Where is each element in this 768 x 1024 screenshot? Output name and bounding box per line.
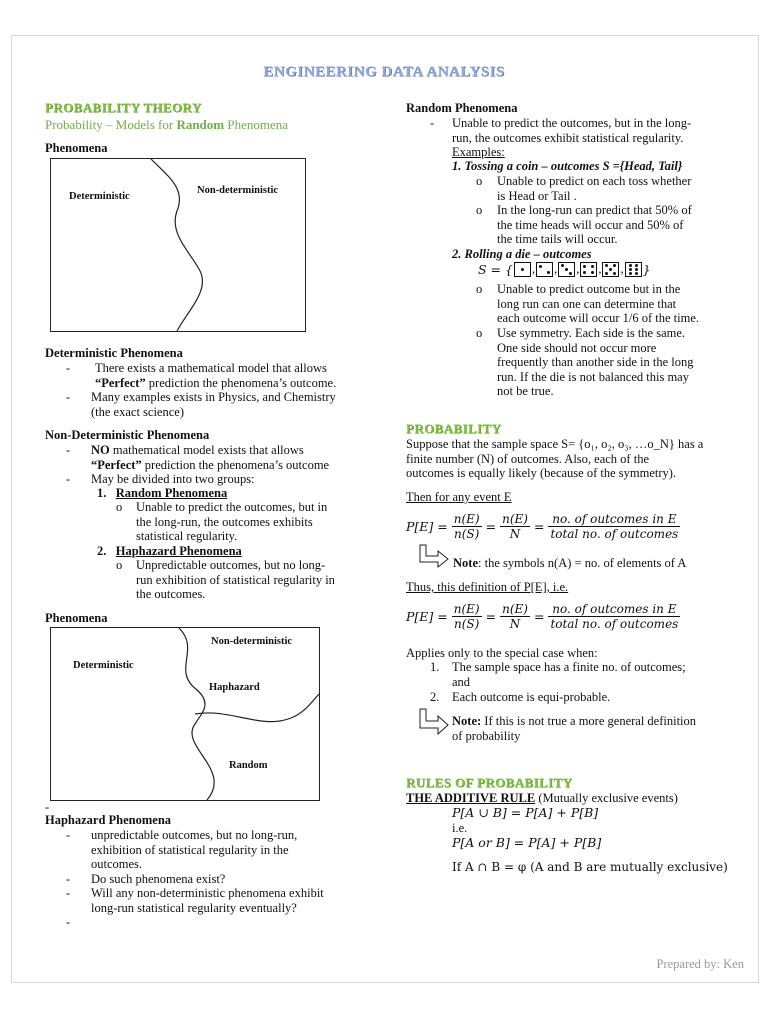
group-1-desc: Unable to predict the outcomes, but in the long-run, the outcomes exhibits statistical regularity.	[136, 500, 328, 543]
then-any-event: Then for any event E	[406, 490, 512, 504]
label-non-deterministic: Non-deterministic	[211, 636, 293, 647]
stray-dash: -	[45, 800, 50, 814]
formula-or: P[A or B] = P[A] + P[B]	[452, 835, 602, 850]
arrow-icon	[418, 544, 450, 570]
ex1-item-1: Unable to predict on each toss whether is Head or Tail .	[497, 174, 692, 203]
ex1-item-2: In the long-run can predict that 50% of the time heads will occur and 50% of the time tails will occur.	[497, 203, 692, 246]
dash: -	[66, 390, 71, 404]
bullet-o: o	[476, 203, 483, 217]
probability-equation-1: P[E] = $\frac{n(E)}{n(S)}$ = $\frac{n(E)}{N}$ = $\frac{\text{no. of outcomes in E}}{\text{total no. of outcomes}}$	[406, 512, 679, 541]
diagram-2-boundary	[51, 628, 319, 800]
haphazard-heading: Haphazard Phenomena	[45, 813, 172, 827]
ie-label: i.e.	[452, 821, 468, 835]
nondet-item-1: NO mathematical model exists that allows “Perfect” prediction the phenomena’s outcome	[91, 443, 330, 472]
dash: -	[430, 116, 435, 130]
label-deterministic: Deterministic	[73, 660, 134, 671]
label-haphazard: Haphazard	[209, 682, 260, 693]
dash: -	[66, 872, 71, 886]
die-face-6-icon	[625, 262, 642, 277]
bullet-o: o	[116, 500, 123, 514]
bullet-o: o	[476, 326, 483, 340]
thus-definition: Thus, this definition of P[E], i.e.	[406, 580, 569, 594]
bullet-o: o	[476, 174, 483, 188]
hap-item-1: unpredictable outcomes, but no long-run, exhibition of statistical regularity in the outcomes.	[91, 828, 298, 871]
det-item-1: There exists a mathematical model that allows “Perfect” prediction the phenomena’s outcome.	[95, 361, 337, 390]
arrow-icon	[418, 708, 450, 738]
dash: -	[66, 915, 71, 929]
label-deterministic: Deterministic	[69, 191, 130, 202]
case-2-num: 2.	[430, 690, 440, 704]
case-1: The sample space has a finite no. of outcomes; and	[452, 660, 686, 689]
probability-intro: Suppose that the sample space S= {o₁, o₂, o₃, …o_N} has a finite number (N) of outcomes. Also, each of the outcomes is equally likely (because of the symmetry).	[406, 437, 704, 480]
section-title-probability-theory: PROBABILITY THEORY	[45, 100, 202, 115]
die-face-5-icon	[602, 262, 619, 277]
die-face-4-icon	[580, 262, 597, 277]
die-face-2-icon	[536, 262, 553, 277]
label-random: Random	[229, 760, 268, 771]
formula-union: P[A ∪ B] = P[A] + P[B]	[452, 805, 599, 820]
hap-item-2: Do such phenomena exist?	[91, 872, 226, 886]
examples-label: Examples:	[452, 145, 505, 159]
phenomena-heading-2: Phenomena	[45, 611, 108, 625]
phenomena-diagram-2	[50, 627, 320, 801]
group-2-title: 2. Haphazard Phenomena	[97, 544, 242, 558]
dash: -	[66, 828, 71, 842]
note-1: Note: the symbols n(A) = no. of elements of A	[453, 556, 687, 570]
section-title-rules: RULES OF PROBABILITY	[406, 775, 573, 790]
ex2-item-1: Unable to predict outcome but in the long run can one can determine that each outcome will occur 1/6 of the time.	[497, 282, 700, 325]
die-face-1-icon	[514, 262, 531, 277]
case-2: Each outcome is equi-probable.	[452, 690, 611, 704]
nondet-item-2: May be divided into two groups:	[91, 472, 255, 486]
die-face-3-icon	[558, 262, 575, 277]
hap-item-3: Will any non-deterministic phenomena exhibit long-run statistical regularity eventually?	[91, 886, 324, 915]
dash: -	[66, 886, 71, 900]
bullet-o: o	[116, 558, 123, 572]
bullet-o: o	[476, 282, 483, 296]
section-title-probability: PROBABILITY	[406, 421, 502, 436]
dash: -	[66, 361, 71, 375]
random-heading: Random Phenomena	[406, 101, 518, 115]
deterministic-heading: Deterministic Phenomena	[45, 346, 183, 360]
example-2-title: 2. Rolling a die – outcomes	[452, 247, 592, 261]
group-2-desc: Unpredictable outcomes, but no long- run exhibition of statistical regularity in the outcomes.	[136, 558, 335, 601]
group-1-title: 1. Random Phenomena	[97, 486, 228, 500]
footer-credit: Prepared by: Ken	[656, 957, 744, 971]
dash: -	[66, 472, 71, 486]
page-title: ENGINEERING DATA ANALYSIS	[263, 64, 505, 80]
probability-equation-2: P[E] = $\frac{n(E)}{n(S)}$ = $\frac{n(E)}{N}$ = $\frac{\text{no. of outcomes in E}}{\text{total no. of outcomes}}$	[406, 602, 679, 631]
det-item-2: Many examples exists in Physics, and Chemistry (the exact science)	[91, 390, 336, 419]
label-non-deterministic: Non-deterministic	[197, 185, 279, 196]
non-deterministic-heading: Non-Deterministic Phenomena	[45, 428, 210, 442]
example-1-title: 1. Tossing a coin – outcomes S ={Head, Tail}	[452, 159, 683, 173]
applies-text: Applies only to the special case when:	[406, 646, 598, 660]
formula-mutually-exclusive: If A ∩ B = φ (A and B are mutually exclusive)	[452, 860, 728, 874]
phenomena-heading-1: Phenomena	[45, 141, 108, 155]
ex2-item-2: Use symmetry. Each side is the same. One side should not occur more frequently than another side in the long run. If the die is not balanced this may not be true.	[497, 326, 694, 398]
dash: -	[66, 443, 71, 457]
note-2: Note: If this is not true a more general definition of probability	[452, 714, 697, 743]
subtitle: Probability – Models for Random Phenomena	[45, 117, 289, 132]
case-1-num: 1.	[430, 660, 440, 674]
die-outcome-set: S = { , , , , , }	[478, 262, 651, 277]
phenomena-diagram-1	[50, 158, 306, 332]
random-desc: Unable to predict the outcomes, but in the long- run, the outcomes exhibit statistical regularity.	[452, 116, 692, 145]
additive-rule: THE ADDITIVE RULE (Mutually exclusive events)	[406, 791, 678, 805]
